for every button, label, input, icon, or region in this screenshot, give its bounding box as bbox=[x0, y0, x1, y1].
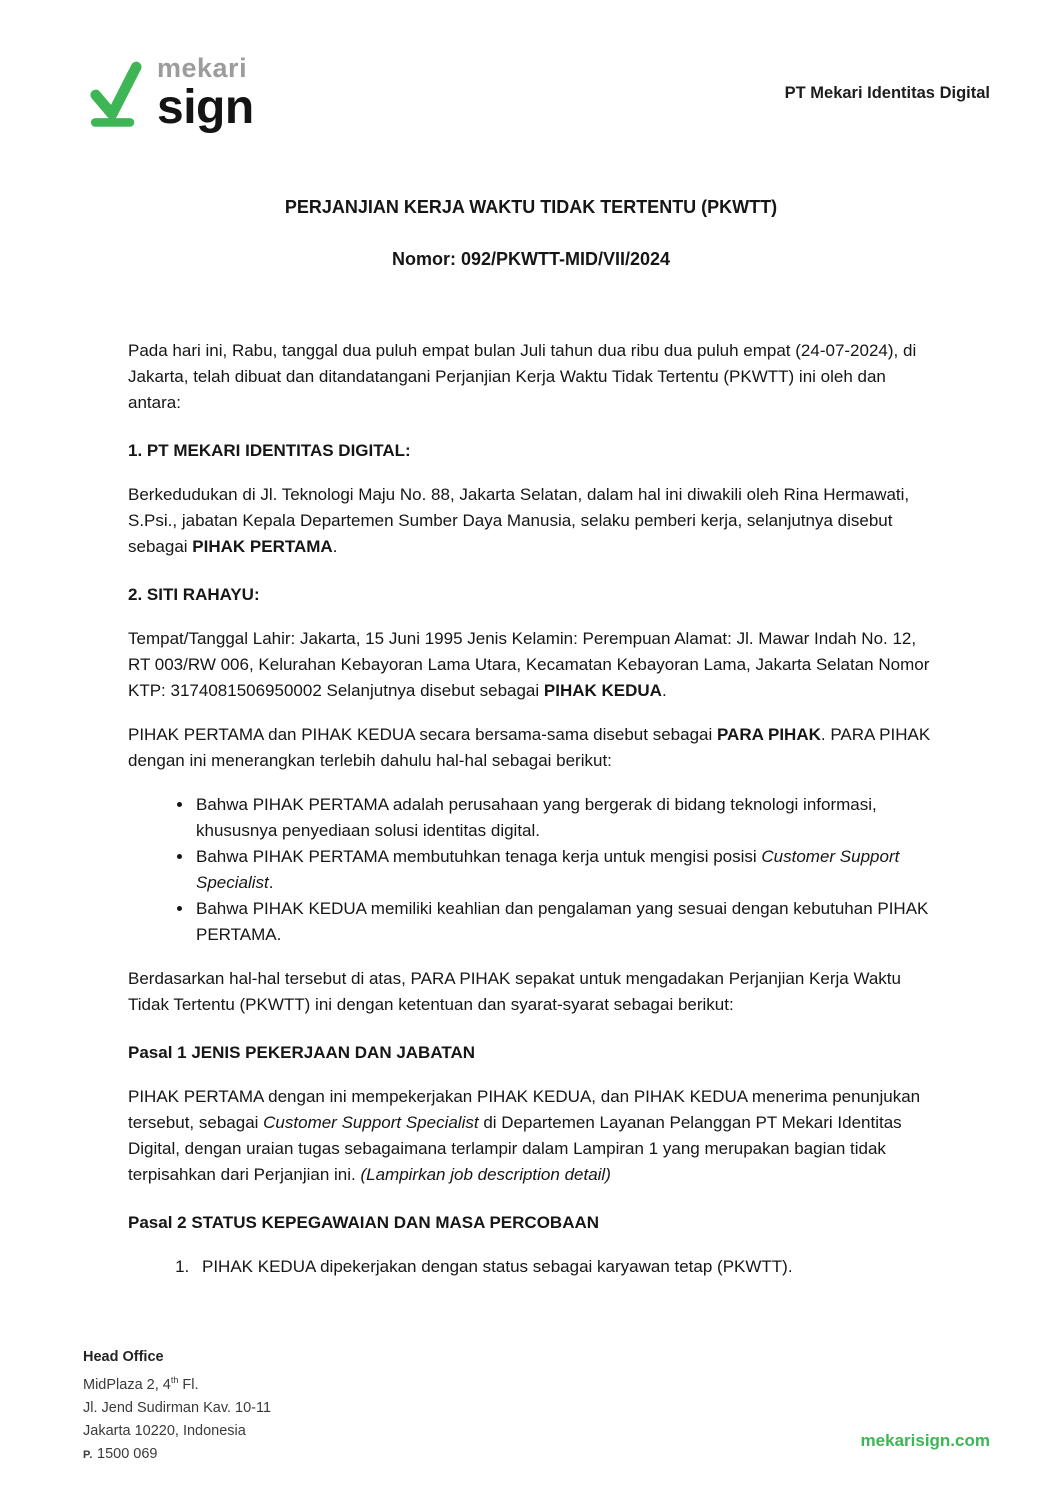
text-run: Berkedudukan di Jl. Teknologi Maju No. 88, Jakarta Selatan, dalam hal ini diwakili oleh Rina Hermawati, S.Psi., jabatan Kepala Departemen Sumber Daya Manusia, selaku pemberi kerja, selanjutnya disebut sebagai bbox=[128, 485, 910, 556]
numbered-list bbox=[128, 1254, 938, 1280]
footer-address-block bbox=[83, 1346, 271, 1467]
logo-text-sign: sign bbox=[157, 81, 254, 134]
paragraph bbox=[128, 722, 938, 774]
paragraph bbox=[128, 482, 938, 560]
text-run: PIHAK PERTAMA dan PIHAK KEDUA secara bersama-sama disebut sebagai bbox=[128, 725, 717, 744]
footer-address-line-1: MidPlaza 2, 4th Fl. bbox=[83, 1375, 199, 1393]
bold-text: PIHAK PERTAMA bbox=[192, 537, 333, 556]
list-item bbox=[194, 792, 938, 844]
text-run: Bahwa PIHAK PERTAMA adalah perusahaan yang bergerak di bidang teknologi informasi, khususnya penyediaan solusi identitas digital. bbox=[196, 795, 877, 840]
text-run: . bbox=[332, 537, 338, 556]
title-block bbox=[0, 197, 1062, 270]
text-run: PIHAK KEDUA dipekerjakan dengan status sebagai karyawan tetap (PKWTT). bbox=[202, 1257, 793, 1276]
paragraph bbox=[128, 966, 938, 1018]
section-heading bbox=[128, 582, 938, 608]
footer-office-title: Head Office bbox=[83, 1349, 164, 1365]
logo-text-mekari: mekari bbox=[157, 53, 248, 83]
text-run: . PARA PIHAK dengan ini menerangkan terlebih dahulu hal-hal sebagai berikut: bbox=[128, 725, 931, 770]
italic-text: Customer Support Specialist bbox=[196, 847, 900, 892]
website-link[interactable]: mekarisign.com bbox=[860, 1431, 990, 1450]
section-heading bbox=[128, 438, 938, 464]
mekari-sign-logo bbox=[88, 53, 254, 134]
section-heading bbox=[128, 1040, 938, 1066]
text-run: PIHAK PERTAMA dengan ini mempekerjakan PIHAK KEDUA, dan PIHAK KEDUA menerima penunjukan tersebut, sebagai bbox=[128, 1087, 921, 1132]
footer-address-line-2: Jl. Jend Sudirman Kav. 10-11 bbox=[83, 1399, 272, 1416]
footer-address-line-3: Jakarta 10220, Indonesia bbox=[83, 1422, 246, 1439]
text-run: di Departemen Layanan Pelanggan PT Mekari Identitas Digital, dengan uraian tugas sebagaimana terlampir dalam Lampiran 1 yang merupakan bagian tidak terpisahkan dari Perjanjian ini. bbox=[128, 1113, 902, 1184]
text-run: Pasal 1 JENIS PEKERJAAN DAN JABATAN bbox=[128, 1043, 476, 1062]
text-run: . bbox=[661, 681, 667, 700]
phone-label: P. bbox=[83, 1448, 93, 1461]
text-run: 1. PT MEKARI IDENTITAS DIGITAL: bbox=[128, 441, 411, 460]
text-run: Pasal 2 STATUS KEPEGAWAIAN DAN MASA PERCOBAAN bbox=[128, 1213, 600, 1232]
bold-text: PIHAK KEDUA bbox=[543, 681, 662, 700]
logo-wordmark bbox=[157, 53, 254, 134]
bullet-list bbox=[128, 792, 938, 948]
paragraph bbox=[128, 338, 938, 416]
text-run: Bahwa PIHAK KEDUA memiliki keahlian dan pengalaman yang sesuai dengan kebutuhan PIHAK PERTAMA. bbox=[196, 899, 929, 944]
document-body bbox=[128, 338, 938, 1298]
list-item bbox=[194, 896, 938, 948]
text-run: 2. SITI RAHAYU: bbox=[128, 585, 260, 604]
italic-text: (Lampirkan job description detail) bbox=[360, 1165, 611, 1184]
text-run: Bahwa PIHAK PERTAMA membutuhkan tenaga kerja untuk mengisi posisi bbox=[196, 847, 762, 866]
footer-phone: P. 1500 069 bbox=[83, 1445, 158, 1462]
paragraph bbox=[128, 1084, 938, 1188]
list-item bbox=[194, 1254, 938, 1280]
text-run: . bbox=[268, 873, 274, 892]
checkmark-icon bbox=[88, 58, 142, 130]
section-heading bbox=[128, 1210, 938, 1236]
list-item bbox=[194, 844, 938, 896]
company-name: PT Mekari Identitas Digital bbox=[784, 84, 990, 102]
text-run: Pada hari ini, Rabu, tanggal dua puluh empat bulan Juli tahun dua ribu dua puluh empat (24-07-2024), di Jakarta, telah dibuat dan ditandatangani Perjanjian Kerja Waktu Tidak Tertentu (PKWTT) ini oleh dan antara: bbox=[128, 341, 917, 412]
document-number: Nomor: 092/PKWTT-MID/VII/2024 bbox=[391, 249, 671, 269]
italic-text: Customer Support Specialist bbox=[263, 1113, 479, 1132]
text-run: Berdasarkan hal-hal tersebut di atas, PARA PIHAK sepakat untuk mengadakan Perjanjian Kerja Waktu Tidak Tertentu (PKWTT) ini dengan ketentuan dan syarat-syarat sebagai berikut: bbox=[128, 969, 901, 1014]
document-title: PERJANJIAN KERJA WAKTU TIDAK TERTENTU (PKWTT) bbox=[284, 197, 778, 217]
paragraph bbox=[128, 626, 938, 704]
text-run: Tempat/Tanggal Lahir: Jakarta, 15 Juni 1995 Jenis Kelamin: Perempuan Alamat: Jl. Mawar Indah No. 12, RT 003/RW 006, Kelurahan Kebayoran Lama Utara, Kecamatan Kebayoran Lama, Jakarta Selatan Nomor KTP: 3174081506950002 Selanjutnya disebut sebagai bbox=[128, 629, 930, 700]
bold-text: PARA PIHAK bbox=[716, 725, 821, 744]
